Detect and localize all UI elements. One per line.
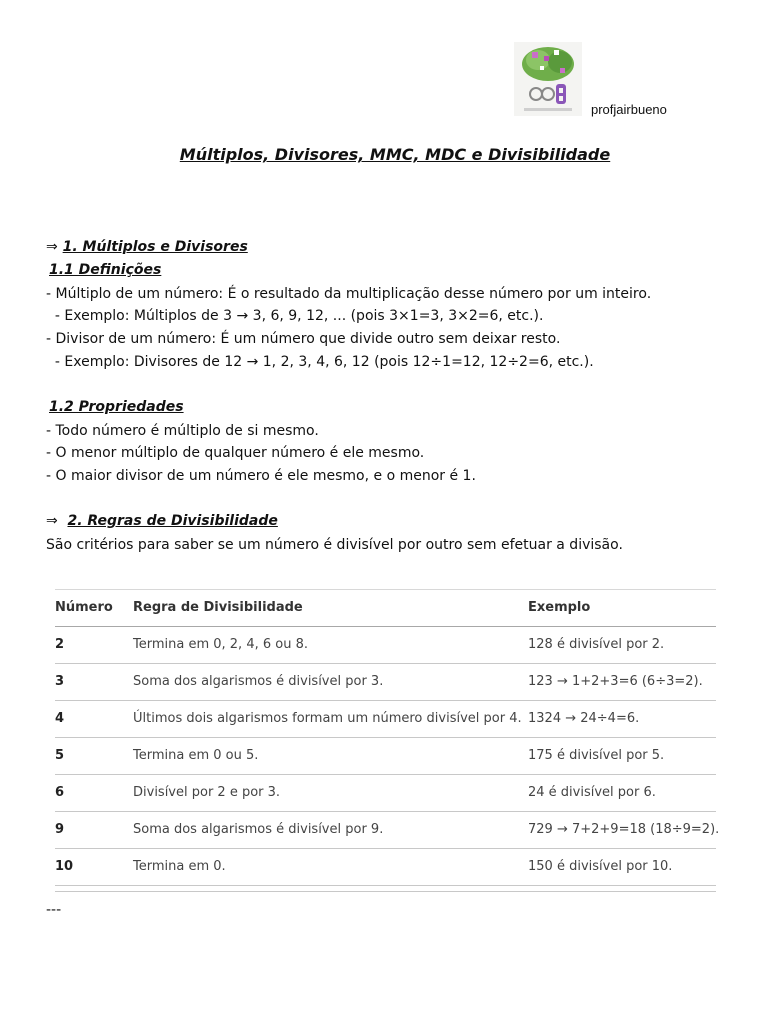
- table-cell: 5: [55, 748, 65, 763]
- table-cell: 4: [55, 711, 65, 726]
- definition-line: - Exemplo: Múltiplos de 3 → 3, 6, 9, 12, ... (pois 3×1=3, 3×2=6, etc.).: [46, 308, 544, 324]
- table-cell: 9: [55, 822, 65, 837]
- table-cell: 3: [55, 674, 65, 689]
- table-cell: Termina em 0.: [133, 859, 226, 874]
- table-cell: 128 é divisível por 2.: [528, 637, 665, 652]
- author-name: profjairbueno: [591, 102, 667, 117]
- table-cell: Soma dos algarismos é divisível por 9.: [133, 822, 384, 837]
- table-cell: 175 é divisível por 5.: [528, 748, 665, 763]
- table-cell: 24 é divisível por 6.: [528, 785, 656, 800]
- divisibility-table: [55, 589, 720, 886]
- table-row: [55, 627, 716, 664]
- table-cell: 6: [55, 785, 65, 800]
- table-row: [55, 738, 716, 775]
- property-line: - O maior divisor de um número é ele mesmo, e o menor é 1.: [46, 468, 476, 484]
- column-header: Número: [55, 600, 113, 615]
- brain-logo: [514, 42, 582, 116]
- section-2-heading: ⇒ 2. Regras de Divisibilidade: [46, 513, 278, 529]
- table-row: [55, 701, 716, 738]
- table-row: [55, 664, 716, 701]
- property-line: - O menor múltiplo de qualquer número é ele mesmo.: [46, 445, 425, 461]
- separator: ---: [46, 902, 62, 918]
- column-header: Regra de Divisibilidade: [133, 600, 303, 615]
- table-cell: Termina em 0, 2, 4, 6 ou 8.: [133, 637, 308, 652]
- table-cell: 150 é divisível por 10.: [528, 859, 673, 874]
- definition-line: - Múltiplo de um número: É o resultado da multiplicação desse número por um inteiro.: [46, 286, 652, 302]
- table-cell: Últimos dois algarismos formam um número divisível por 4.: [133, 711, 522, 726]
- double-arrow-icon: ⇒: [46, 239, 58, 255]
- table-cell: 2: [55, 637, 65, 652]
- double-arrow-icon: ⇒: [46, 513, 58, 529]
- table-row: [55, 849, 716, 886]
- table-cell: Termina em 0 ou 5.: [133, 748, 259, 763]
- subsection-1-2-heading: 1.2 Propriedades: [49, 399, 184, 415]
- table-divider: [55, 891, 716, 892]
- table-cell: Soma dos algarismos é divisível por 3.: [133, 674, 384, 689]
- table-row: [55, 812, 720, 849]
- document-title: Múltiplos, Divisores, MMC, MDC e Divisibilidade: [179, 145, 611, 164]
- property-line: - Todo número é múltiplo de si mesmo.: [46, 423, 319, 439]
- table-cell: 729 → 7+2+9=18 (18÷9=2).: [528, 822, 720, 837]
- subsection-1-1-heading: 1.1 Definições: [49, 262, 162, 278]
- section-2-intro: São critérios para saber se um número é divisível por outro sem efetuar a divisão.: [46, 537, 623, 553]
- table-header-row: [55, 589, 716, 627]
- definition-line: - Divisor de um número: É um número que divide outro sem deixar resto.: [46, 331, 561, 347]
- table-row: [55, 775, 716, 812]
- definition-line: - Exemplo: Divisores de 12 → 1, 2, 3, 4, 6, 12 (pois 12÷1=12, 12÷2=6, etc.).: [46, 354, 594, 370]
- table-cell: 1324 → 24÷4=6.: [528, 711, 640, 726]
- section-1-heading: ⇒ 1. Múltiplos e Divisores: [46, 239, 248, 255]
- table-cell: 10: [55, 859, 74, 874]
- column-header: Exemplo: [528, 600, 591, 615]
- table-cell: 123 → 1+2+3=6 (6÷3=2).: [528, 674, 703, 689]
- table-cell: Divisível por 2 e por 3.: [133, 785, 281, 800]
